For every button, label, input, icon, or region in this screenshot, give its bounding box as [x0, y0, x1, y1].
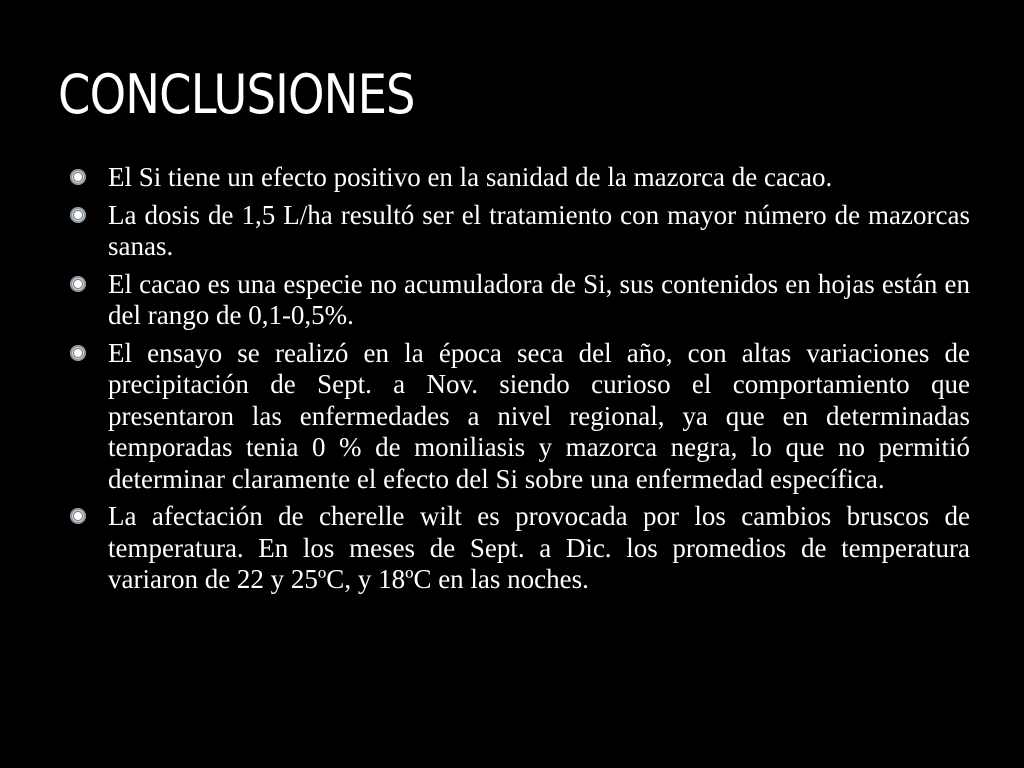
- bullet-item: [108, 501, 970, 596]
- bullet-item: [108, 338, 970, 496]
- circle-bullet-icon: [70, 169, 86, 185]
- bullet-list: [108, 162, 970, 602]
- bullet-item: [108, 200, 970, 263]
- bullet-text: El ensayo se realizó en la época seca del año, con altas variaciones de precipitación de Sept. a Nov. siendo curioso el comportamiento que presentaron las enfermedades a nivel regional, ya que en determinadas temporadas tenia 0 % de moniliasis y mazorca negra, lo que no permitió determinar claramente el efecto del Si sobre una enfermedad específica.: [108, 337, 970, 494]
- circle-bullet-icon: [70, 207, 86, 223]
- bullet-text: El cacao es una especie no acumuladora de Si, sus contenidos en hojas están en del rango de 0,1-0,5%.: [108, 268, 970, 330]
- slide-title: CONCLUSIONES: [58, 63, 415, 126]
- circle-bullet-icon: [70, 276, 86, 292]
- bullet-item: [108, 269, 970, 332]
- bullet-text: El Si tiene un efecto positivo en la sanidad de la mazorca de cacao.: [108, 162, 833, 192]
- bullet-text: La afectación de cherelle wilt es provocada por los cambios bruscos de temperatura. En los meses de Sept. a Dic. los promedios de temperatura variaron de 22 y 25ºC, y 18ºC en las noches.: [108, 501, 970, 594]
- circle-bullet-icon: [70, 508, 86, 524]
- bullet-item: [108, 162, 970, 194]
- bullet-text: La dosis de 1,5 L/ha resultó ser el tratamiento con mayor número de mazorcas sanas.: [108, 199, 970, 261]
- circle-bullet-icon: [70, 345, 86, 361]
